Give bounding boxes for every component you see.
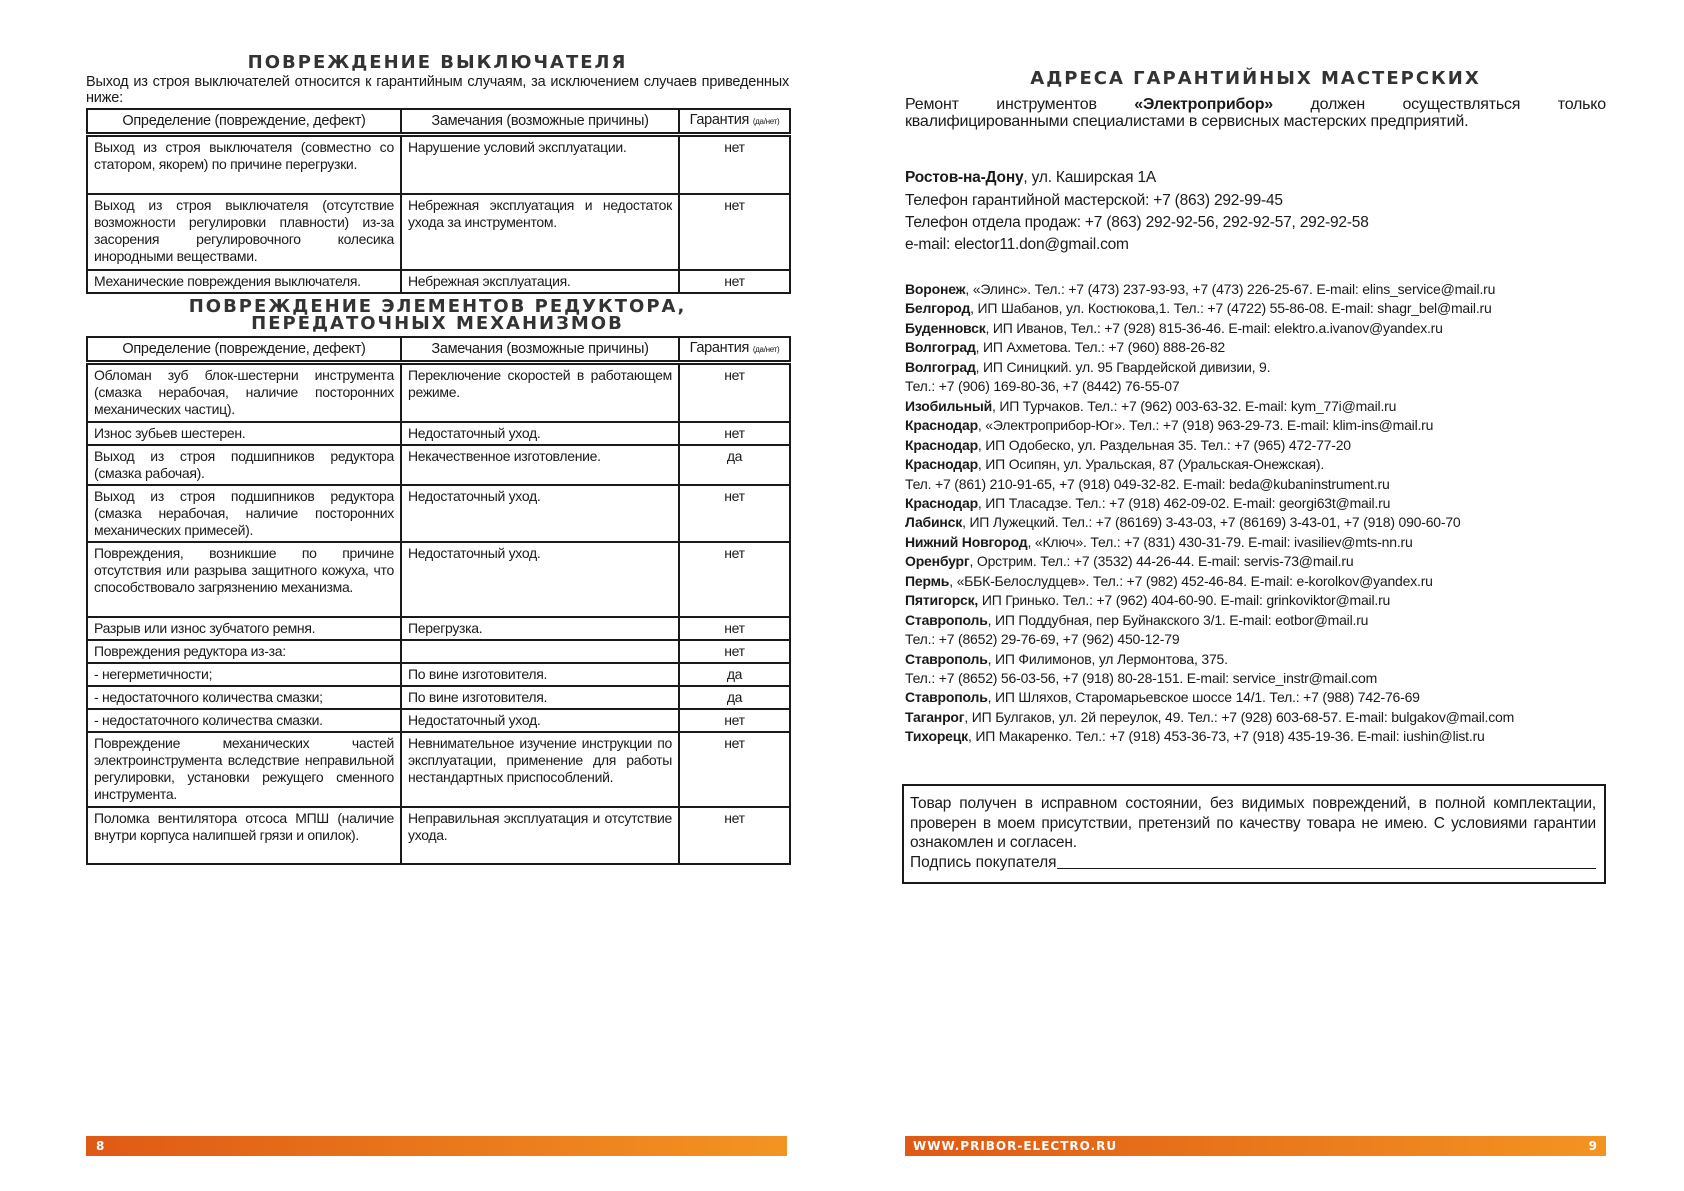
workshop-entry: [905, 456, 1324, 472]
defect-cell: Обломан зуб блок-шестерни инструмента (смазка нерабочая, наличие посторонних механических частиц).: [87, 364, 401, 422]
workshop-entry: [905, 437, 1351, 453]
workshop-entry: [905, 651, 1228, 667]
title-line-2: ПЕРЕДАТОЧНЫХ МЕХАНИЗМОВ: [251, 313, 624, 334]
workshop-details: , «Элинс». Тел.: +7 (473) 237-93-93, +7 (473) 226-25-67. E-mail: elins_service@mail.ru: [965, 281, 1496, 297]
sales-phone: Телефон отдела продаж: +7 (863) 292-92-56, 292-92-57, 292-92-58: [905, 214, 1369, 231]
workshop-details: Тел.: +7 (906) 169-80-36, +7 (8442) 76-55-07: [905, 378, 1180, 395]
table-row: [87, 270, 790, 293]
cause-cell: Недостаточный уход.: [401, 709, 679, 732]
table-row: [87, 364, 790, 422]
cause-cell: Небрежная эксплуатация и недостаток ухода за инструментом.: [401, 194, 679, 270]
workshop-details: , «Электроприбор-Юг». Тел.: +7 (918) 963-29-73. E-mail: klim-ins@mail.ru: [977, 417, 1434, 434]
city-name: Краснодар: [905, 436, 978, 453]
workshop-entry: [905, 553, 1353, 569]
workshop-entry: [905, 359, 1270, 375]
main-office-address: [905, 169, 1156, 187]
workshop-details: , ИП Тласадзе. Тел.: +7 (918) 462-09-02. E-mail: georgi63t@mail.ru: [977, 494, 1391, 511]
city-name: Нижний Новгород: [905, 533, 1028, 550]
cause-cell: Недостаточный уход.: [401, 542, 679, 617]
workshop-entry: [905, 495, 1390, 511]
table-row: [87, 445, 790, 485]
cause-cell: [401, 640, 679, 663]
defect-cell: Повреждение механических частей электроинструмента вследствие неправильной регулировки, установки режущего сменного инструмента.: [87, 732, 401, 807]
city-name: Изобильный: [905, 397, 992, 414]
city-name: Краснодар: [905, 417, 978, 434]
intro-text: Ремонт инструментов: [905, 96, 1135, 113]
defect-cell: - недостаточного количества смазки.: [87, 709, 401, 732]
workshop-entry: [905, 689, 1420, 705]
defect-cell: Поломка вентилятора отсоса МПШ (наличие внутри корпуса налипшей грязи и опилок).: [87, 807, 401, 864]
workshop-details: ИП Гринько. Тел.: +7 (962) 404-60-90. E-mail: grinkoviktor@mail.ru: [978, 592, 1391, 609]
workshop-entry: [905, 514, 1461, 530]
workshop-entry: [905, 573, 1433, 589]
city-name: Ростов-на-Дону: [905, 169, 1024, 186]
column-header-warranty: [679, 109, 790, 133]
workshop-entry: [905, 378, 1179, 394]
workshop-details: , ИП Шляхов, Старомарьевское шоссе 14/1. Тел.: +7 (988) 742-76-69: [987, 689, 1420, 706]
cause-cell: Недостаточный уход.: [401, 422, 679, 445]
page-number: 8: [96, 1139, 106, 1153]
defect-cell: Разрыв или износ зубчатого ремня.: [87, 617, 401, 640]
workshop-entry: [905, 476, 1390, 492]
brand-name: «Электроприбор»: [1134, 96, 1273, 113]
defect-cell: Выход из строя выключателя (совместно со статором, якорем) по причине перегрузки.: [87, 136, 401, 194]
workshop-entry: [905, 592, 1390, 608]
workshop-entry: [905, 417, 1433, 433]
cause-cell: Перегрузка.: [401, 617, 679, 640]
table-row: [87, 732, 790, 807]
defect-cell: Выход из строя выключателя (отсутствие возможности регулировки плавности) из-за засорения регулировочного колесика инородными веществами.: [87, 194, 401, 270]
cause-cell: По вине изготовителя.: [401, 663, 679, 686]
workshop-entry: [905, 612, 1368, 628]
table-row: [87, 422, 790, 445]
cause-cell: Небрежная эксплуатация.: [401, 270, 679, 293]
warranty-cell: нет: [679, 709, 790, 732]
workshop-details: , ИП Лужецкий. Тел.: +7 (86169) 3-43-03, +7 (86169) 3-43-01, +7 (918) 090-60-70: [962, 514, 1461, 531]
workshop-details: , «ББК-Белослудцев». Тел.: +7 (982) 452-46-84. E-mail: e-korolkov@yandex.ru: [949, 572, 1433, 589]
table-row: [87, 617, 790, 640]
table-row: [87, 640, 790, 663]
email: e-mail: elector11.don@gmail.com: [905, 236, 1129, 253]
cause-cell: По вине изготовителя.: [401, 686, 679, 709]
workshop-details: , ИП Ахметова. Тел.: +7 (960) 888-26-82: [975, 339, 1226, 356]
warranty-cell: нет: [679, 640, 790, 663]
workshop-entry: [905, 320, 1443, 336]
switch-damage-table: [86, 108, 791, 294]
gearbox-damage-table: [86, 336, 791, 865]
workshop-entry: [905, 631, 1179, 647]
cause-cell: Нарушение условий эксплуатации.: [401, 136, 679, 194]
footer-bar-left: [86, 1136, 787, 1156]
workshop-entry: [905, 281, 1495, 297]
city-name: Воронеж: [905, 281, 966, 297]
workshop-details: , ИП Одобеско, ул. Раздельная 35. Тел.: +7 (965) 472-77-20: [977, 436, 1351, 453]
warranty-label: Гарантия: [689, 112, 750, 128]
workshop-details: , ИП Синицкий. ул. 95 Гвардейской дивизии, 9.: [975, 358, 1271, 375]
defect-cell: Механические повреждения выключателя.: [87, 270, 401, 293]
workshop-details: , ИП Булгаков, ул. 2й переулок, 49. Тел.: +7 (928) 603-68-57. E-mail: bulgakov@mail.com: [964, 708, 1515, 725]
website-link[interactable]: WWW.PRIBOR-ELECTRO.RU: [913, 1139, 1118, 1153]
cause-cell: Некачественное изготовление.: [401, 445, 679, 485]
workshop-details: , ИП Турчаков. Тел.: +7 (962) 003-63-32. E-mail: kym_77i@mail.ru: [992, 397, 1397, 414]
warranty-label: Гарантия: [689, 340, 750, 356]
table-row: [87, 542, 790, 617]
address: , ул. Каширская 1А: [1023, 169, 1157, 186]
warranty-cell: нет: [679, 542, 790, 617]
city-name: Белгород: [905, 300, 971, 317]
defect-cell: Повреждения, возникшие по причине отсутствия или разрыва защитного кожуха, что способствовало загрязнению механизма.: [87, 542, 401, 617]
defect-cell: Выход из строя подшипников редуктора (смазка нерабочая, наличие посторонних механических примесей).: [87, 485, 401, 542]
warranty-cell: нет: [679, 807, 790, 864]
workshop-details: , ИП Осипян, ул. Уральская, 87 (Уральская-Онежская).: [977, 456, 1325, 473]
defect-cell: - недостаточного количества смазки;: [87, 686, 401, 709]
cause-cell: Неправильная эксплуатация и отсутствие ухода.: [401, 807, 679, 864]
warranty-phone: Телефон гарантийной мастерской: +7 (863) 292-99-45: [905, 192, 1283, 209]
column-header-cause: Замечания (возможные причины): [401, 109, 679, 133]
table-row: [87, 686, 790, 709]
acceptance-box: [902, 784, 1606, 884]
workshop-entry: [905, 709, 1514, 725]
defect-cell: Износ зубьев шестерен.: [87, 422, 401, 445]
workshop-entry: [905, 398, 1396, 414]
warranty-cell: нет: [679, 194, 790, 270]
warranty-cell: нет: [679, 136, 790, 194]
warranty-hint: (да/нет): [752, 117, 780, 126]
city-name: Лабинск: [905, 514, 963, 531]
table-row: [87, 194, 790, 270]
workshop-details: , ИП Макаренко. Тел.: +7 (918) 453-36-73, +7 (918) 435-19-36. E-mail: iushin@list.ru: [967, 728, 1485, 745]
warranty-cell: да: [679, 445, 790, 485]
workshop-details: Тел. +7 (861) 210-91-65, +7 (918) 049-32-82. E-mail: beda@kubaninstrument.ru: [905, 475, 1390, 492]
warranty-cell: да: [679, 663, 790, 686]
city-name: Краснодар: [905, 494, 978, 511]
workshop-details: , ИП Поддубная, пер Буйнакского 3/1. E-mail: eotbor@mail.ru: [987, 611, 1369, 628]
warranty-hint: (да/нет): [752, 345, 780, 354]
warranty-cell: нет: [679, 422, 790, 445]
workshop-entry: [905, 534, 1413, 550]
warranty-cell: да: [679, 686, 790, 709]
workshop-details: , ИП Филимонов, ул Лермонтова, 375.: [987, 650, 1228, 667]
city-name: Ставрополь: [905, 611, 988, 628]
warranty-cell: нет: [679, 270, 790, 293]
section-title-switch-damage: ПОВРЕЖДЕНИЕ ВЫКЛЮЧАТЕЛЯ: [247, 52, 628, 73]
workshops-intro: [905, 96, 1606, 130]
title-line-1: ПОВРЕЖДЕНИЕ ЭЛЕМЕНТОВ РЕДУКТОРА,: [188, 296, 687, 317]
city-name: Волгоград: [905, 339, 976, 356]
workshop-entry: [905, 300, 1492, 316]
defect-cell: Выход из строя подшипников редуктора (смазка рабочая).: [87, 445, 401, 485]
workshop-details: , «Ключ». Тел.: +7 (831) 430-31-79. E-mail: ivasiliev@mts-nn.ru: [1027, 533, 1413, 550]
defect-cell: Повреждения редуктора из-за:: [87, 640, 401, 663]
warranty-cell: нет: [679, 364, 790, 422]
column-header-defect: Определение (повреждение, дефект): [87, 337, 401, 361]
section-intro: Выход из строя выключателей относится к гарантийным случаям, за исключением случаев приведенных ниже:: [86, 74, 789, 106]
page-number: 9: [1588, 1139, 1598, 1153]
city-name: Таганрог: [905, 708, 965, 725]
city-name: Пятигорск,: [905, 592, 979, 609]
defect-cell: - негерметичности;: [87, 663, 401, 686]
acceptance-text: Товар получен в исправном состоянии, без видимых повреждений, в полной комплектации, проверен в моем присутствии, претензий по качеству товара не имею. С условиями гарантии ознакомлен и согласен.: [910, 795, 1596, 851]
cause-cell: Недостаточный уход.: [401, 485, 679, 542]
workshop-entry: [905, 339, 1225, 355]
city-name: Пермь: [905, 572, 950, 589]
city-name: Краснодар: [905, 456, 978, 473]
table-row: [87, 485, 790, 542]
city-name: Буденновск: [905, 319, 986, 336]
warranty-cell: нет: [679, 617, 790, 640]
footer-bar-right: [905, 1136, 1606, 1156]
warranty-cell: нет: [679, 485, 790, 542]
city-name: Оренбург: [905, 553, 970, 570]
signature-field[interactable]: [1057, 853, 1596, 869]
workshop-details: , ИП Иванов, Тел.: +7 (928) 815-36-46. E-mail: elektro.a.ivanov@yandex.ru: [985, 319, 1443, 336]
city-name: Ставрополь: [905, 650, 988, 667]
table-row: [87, 709, 790, 732]
signature-label: Подпись покупателя: [910, 854, 1057, 871]
intro-text: должен осуществляться только квалифицированными специалистами в сервисных мастерских предприятий.: [905, 96, 1606, 130]
workshop-entry: [905, 728, 1485, 744]
cause-cell: Переключение скоростей в работающем режиме.: [401, 364, 679, 422]
warranty-cell: нет: [679, 732, 790, 807]
section-title-workshops: АДРЕСА ГАРАНТИЙНЫХ МАСТЕРСКИХ: [1030, 68, 1481, 89]
section-title-gearbox-damage: [86, 298, 789, 332]
table-row: [87, 136, 790, 194]
column-header-defect: Определение (повреждение, дефект): [87, 109, 401, 133]
workshop-details: , Орстрим. Тел.: +7 (3532) 44-26-44. E-mail: servis-73@mail.ru: [969, 553, 1354, 570]
city-name: Волгоград: [905, 358, 976, 375]
signature-row: [910, 853, 1596, 872]
table-row: [87, 663, 790, 686]
city-name: Ставрополь: [905, 689, 988, 706]
workshop-details: Тел.: +7 (8652) 29-76-69, +7 (962) 450-12-79: [905, 631, 1180, 648]
table-row: [87, 807, 790, 864]
column-header-warranty: [679, 337, 790, 361]
workshop-entry: [905, 670, 1377, 686]
city-name: Тихорецк: [905, 728, 968, 745]
workshop-details: , ИП Шабанов, ул. Костюкова,1. Тел.: +7 (4722) 55-86-08. E-mail: shagr_bel@mail.ru: [970, 300, 1492, 317]
cause-cell: Невнимательное изучение инструкции по эксплуатации, применение для работы нестандартных приспособлений.: [401, 732, 679, 807]
workshop-details: Тел.: +7 (8652) 56-03-56, +7 (918) 80-28-151. E-mail: service_instr@mail.com: [905, 670, 1378, 686]
column-header-cause: Замечания (возможные причины): [401, 337, 679, 361]
